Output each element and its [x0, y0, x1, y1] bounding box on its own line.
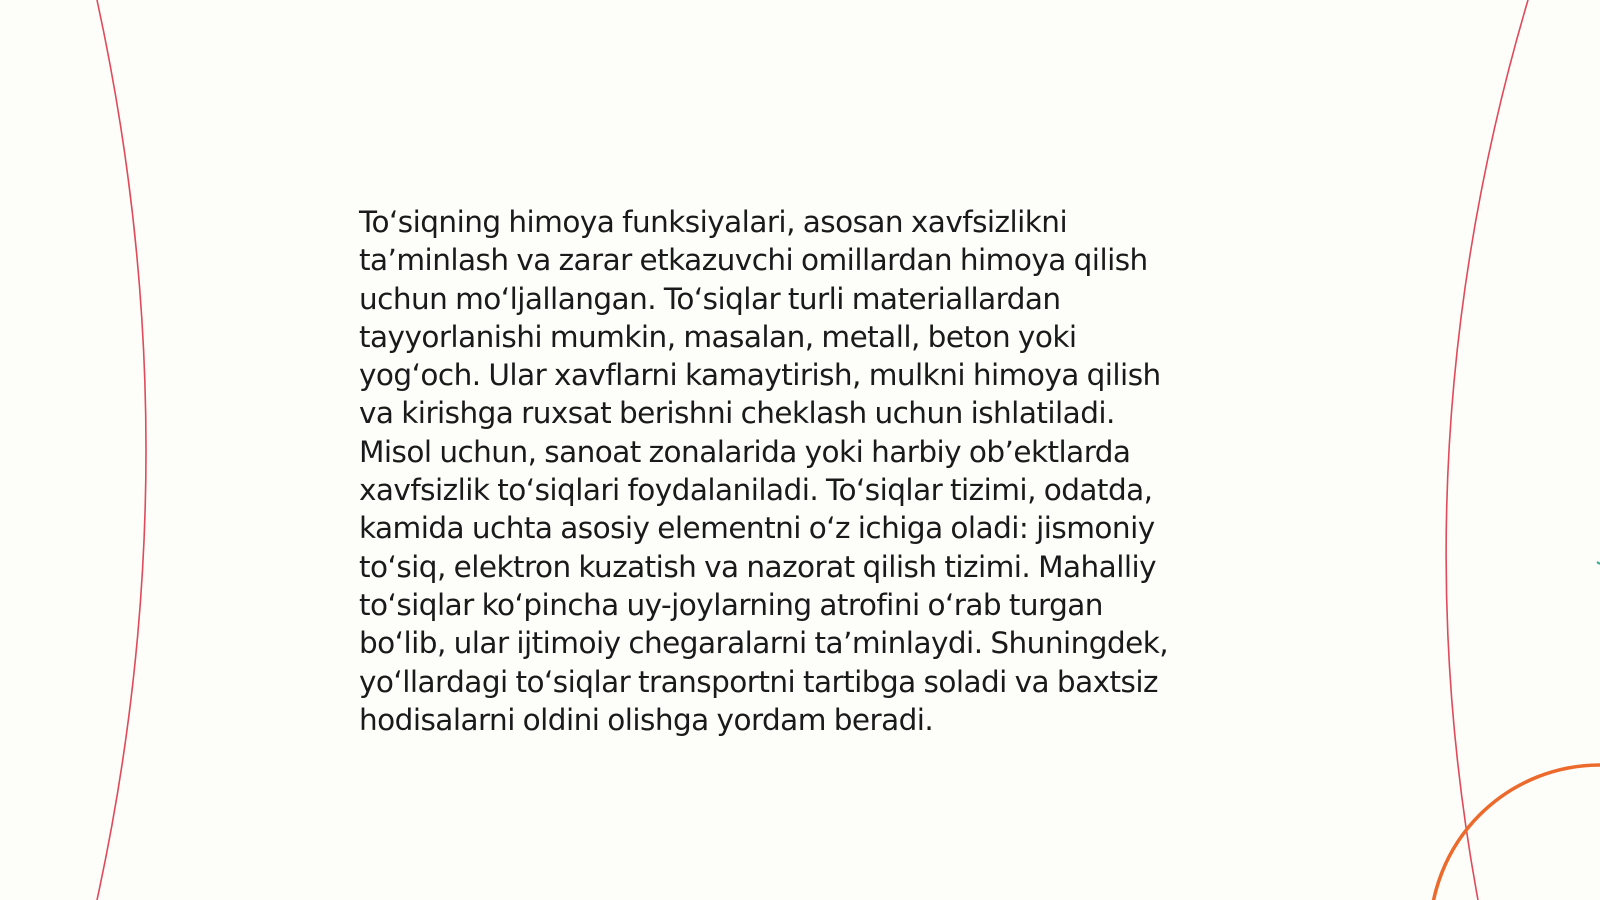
text-line: xavfsizlik to‘siqlari foydalaniladi. To‘siqlar tizimi, odatda, — [359, 473, 1153, 508]
text-line: ta’minlash va zarar etkazuvchi omillardan himoya qilish — [359, 243, 1148, 278]
text-line: uchun mo‘ljallangan. To‘siqlar turli materiallardan — [359, 281, 1061, 316]
text-line: hodisalarni oldini olishga yordam beradi. — [359, 702, 934, 737]
body-paragraph — [359, 203, 1219, 739]
text-line: tayyorlanishi mumkin, masalan, metall, beton yoki — [359, 319, 1077, 354]
text-line: kamida uchta asosiy elementni o‘z ichiga oladi: jismoniy — [359, 511, 1155, 546]
text-line: to‘siq, elektron kuzatish va nazorat qilish tizimi. Mahalliy — [359, 549, 1157, 584]
text-line: bo‘lib, ular ijtimoiy chegaralarni ta’minlaydi. Shuningdek, — [359, 626, 1169, 661]
text-line: yo‘llardagi to‘siqlar transportni tartibga soladi va baxtsiz — [359, 664, 1158, 699]
left-curve-line — [97, 0, 146, 900]
text-line: To‘siqning himoya funksiyalari, asosan xavfsizlikni — [359, 205, 1068, 239]
right-curve-line — [1446, 0, 1528, 900]
text-line: Misol uchun, sanoat zonalarida yoki harbiy ob’ektlarda — [359, 434, 1131, 469]
text-line: yog‘och. Ular xavflarni kamaytirish, mulkni himoya qilish — [359, 358, 1161, 393]
orange-arc — [1430, 765, 1600, 900]
text-line: va kirishga ruxsat berishni cheklash uchun ishlatiladi. — [359, 396, 1115, 431]
text-line: to‘siqlar ko‘pincha uy-joylarning atrofini o‘rab turgan — [359, 587, 1103, 622]
